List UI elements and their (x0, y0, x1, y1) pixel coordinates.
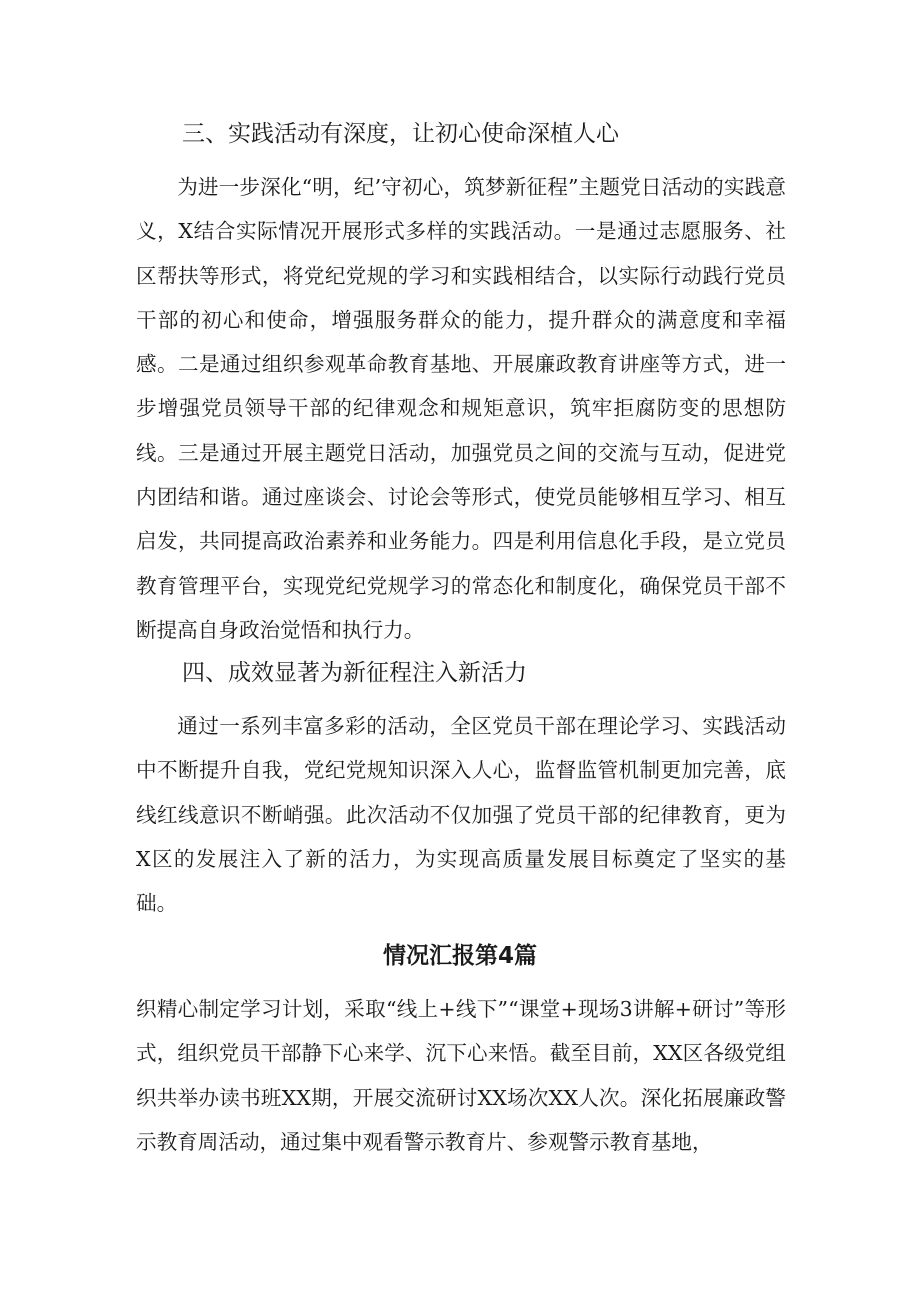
section-4-paragraph: 通过一系列丰富多彩的活动，全区党员干部在理论学习、实践活动中不断提升自我，党纪党规知识深入人心，监督监管机制更加完善，底线红线意识不断峭强。此次活动不仅加强了党员干部的纪律教育，更为X区的发展注入了新的活力，为实现高质量发展目标奠定了坚实的基础。 (136, 714, 786, 916)
section-3-heading: 三、实践活动有深度，让初心使命深植人心 (182, 121, 619, 147)
section-4-heading: 四、成效显著为新征程注入新活力 (182, 660, 527, 686)
report-4-paragraph: 织精心制定学习计划，采取“线上+线下”“课堂+现场3讲解+研讨”等形式，组织党员干部静下心来学、沉下心来悟。截至目前，XX区各级党组织共举办读书班XX期，开展交流研讨XX场次XX人次。深化拓展廉政警示教育周活动，通过集中观看警示教育片、参观警示教育基地， (136, 997, 786, 1154)
section-3-paragraph: 为进一步深化“明，纪’守初心，筑梦新征程”主题党日活动的实践意义，X结合实际情况开展形式多样的实践活动。一是通过志愿服务、社区帮扶等形式，将党纪党规的学习和实践相结合，以实际行动践行党员干部的初心和使命，增强服务群众的能力，提升群众的满意度和幸福感。二是通过组织参观革命教育基地、开展廉政教育讲座等方式，进一步增强党员领导干部的纪律观念和规矩意识，筑牢拒腐防变的思想防线。三是通过开展主题党日活动，加强党员之间的交流与互动，促进党内团结和谐。通过座谈会、讨论会等形式，使党员能够相互学习、相互启发，共同提高政治素养和业务能力。四是利用信息化手段，是立党员教育管理平台，实现党纪党规学习的常态化和制度化，确保党员干部不断提高自身政治觉悟和执行力。 (136, 175, 786, 642)
report-4-title: 情况汇报第4篇 (382, 943, 537, 969)
